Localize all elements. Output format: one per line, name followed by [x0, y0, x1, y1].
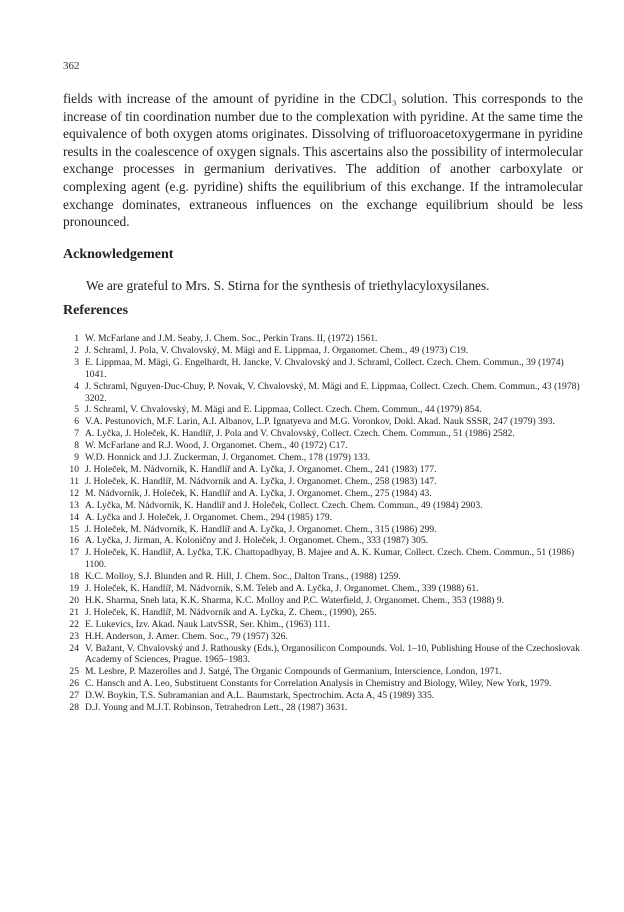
- reference-item: [63, 631, 585, 643]
- reference-number: 15: [69, 523, 79, 535]
- reference-text: J. Schraml, Nguyen-Duc-Chuy, P. Novak, V. Chvalovský, M. Mägi and E. Lippmaa, Collect. Czech. Chem. Commun., 43 (1978) 3202.: [85, 380, 580, 404]
- reference-item: [63, 488, 585, 500]
- reference-item: [63, 571, 585, 583]
- reference-text: M. Lesbre, P. Mazerolles and J. Satgé, The Organic Compounds of Germanium, Interscience, London, 1971.: [85, 666, 502, 678]
- reference-number: 24: [69, 642, 79, 654]
- reference-item: [63, 547, 585, 571]
- reference-item: [63, 512, 585, 524]
- reference-item: [63, 500, 585, 512]
- reference-item: [63, 452, 585, 464]
- reference-text: J. Holeček, K. Handlíř, A. Lyčka, T.K. Chattopadhyay, B. Majee and A. K. Kumar, Collect. Czech. Chem. Commun., 51 (1986) 1100.: [85, 547, 575, 571]
- reference-number: 18: [69, 571, 79, 583]
- reference-text: W. McFarlane and R.J. Wood, J. Organomet. Chem., 40 (1972) C17.: [85, 440, 348, 452]
- reference-number: 22: [69, 618, 79, 630]
- reference-text: C. Hansch and A. Leo, Substituent Constants for Correlation Analysis in Chemistry and Biology, Wiley, New York, 1979.: [85, 678, 552, 690]
- reference-item: [63, 595, 585, 607]
- reference-number: 7: [74, 428, 79, 440]
- reference-number: 20: [69, 594, 79, 606]
- reference-number: 25: [69, 666, 79, 678]
- reference-text: D.W. Boykin, T.S. Subramanian and A.L. Baumstark, Spectrochim. Acta A, 45 (1989) 335.: [85, 690, 435, 702]
- reference-item: [63, 678, 585, 690]
- reference-item: [63, 440, 585, 452]
- reference-number: 8: [74, 440, 79, 452]
- reference-text: J. Holeček, M. Nádvorník, K. Handlíř and A. Lyčka, J. Organomet. Chem., 241 (1983) 177.: [85, 463, 437, 475]
- reference-text: V.A. Pestunovich, M.F. Larin, A.I. Albanov, L.P. Ignatyeva and M.G. Voronkov, Dokl. Akad. Nauk SSSR, 247 (1979) 393.: [85, 416, 555, 428]
- acknowledgement-text: We are grateful to Mrs. S. Stirna for the synthesis of triethylacyloxysilanes.: [86, 278, 490, 293]
- reference-text: M. Nádvorník, J. Holeček, K. Handlíř and A. Lyčka, J. Organomet. Chem., 275 (1984) 43.: [85, 487, 432, 499]
- reference-text: H.K. Sharma, Sneh lata, K.K. Sharma, K.C. Molloy and P.C. Waterfield, J. Organomet. Chem., 353 (1988) 9.: [85, 594, 505, 606]
- reference-number: 17: [69, 547, 79, 559]
- reference-number: 13: [69, 499, 79, 511]
- reference-number: 14: [69, 511, 79, 523]
- reference-text: A. Lyčka and J. Holeček, J. Organomet. Chem., 294 (1985) 179.: [85, 511, 333, 523]
- reference-number: 12: [69, 487, 79, 499]
- reference-number: 3: [74, 356, 79, 368]
- reference-text: H.H. Anderson, J. Amer. Chem. Soc., 79 (1957) 326.: [85, 630, 288, 642]
- reference-number: 27: [69, 690, 79, 702]
- acknowledgement-heading: Acknowledgement: [63, 247, 174, 262]
- reference-number: 9: [74, 452, 79, 464]
- reference-text: J. Schraml, V. Chvalovský, M. Mägi and E. Lippmaa, Collect. Czech. Chem. Commun., 44 (1979) 854.: [85, 404, 482, 416]
- reference-text: A. Lyčka, J. Jirman, A. Koloničny and J. Holeček, J. Organomet. Chem., 333 (1987) 305.: [85, 535, 429, 547]
- reference-text: D.J. Young and M.J.T. Robinson, Tetrahedron Lett., 28 (1987) 3631.: [85, 702, 348, 714]
- reference-number: 4: [74, 380, 79, 392]
- reference-item: [63, 381, 585, 405]
- reference-item: [63, 643, 585, 667]
- reference-number: 5: [74, 404, 79, 416]
- reference-number: 19: [69, 583, 79, 595]
- reference-text: V. Bažant, V. Chvalovský and J. Rathousky (Eds.), Organosilicon Compounds. Vol. 1–10, Publishing House of the Czechoslovak Academy of Sciences, Prague. 1965–1983.: [85, 642, 580, 666]
- reference-number: 21: [69, 606, 79, 618]
- reference-item: [63, 357, 585, 381]
- reference-item: [63, 524, 585, 536]
- reference-item: [63, 404, 585, 416]
- reference-text: W. McFarlane and J.M. Seaby, J. Chem. Soc., Perkin Trans. II, (1972) 1561.: [85, 333, 378, 344]
- reference-number: 11: [69, 475, 79, 487]
- page-number: 362: [63, 60, 80, 72]
- reference-text: J. Holeček, M. Nádvorník, K. Handlíř and A. Lyčka, J. Organomet. Chem., 315 (1986) 299.: [85, 523, 437, 535]
- reference-item: [63, 416, 585, 428]
- reference-text: A. Lyčka, J. Holeček, K. Handlíř, J. Pola and V. Chvalovský, Collect. Czech. Chem. Commun., 51 (1986) 2582.: [85, 428, 515, 440]
- reference-text: J. Schraml, J. Pola, V. Chvalovský, M. Mägi and E. Lippmaa, J. Organomet. Chem., 49 (1973) C19.: [85, 344, 469, 356]
- reference-item: [63, 619, 585, 631]
- reference-text: J. Holeček, K. Handlíř, M. Nádvorník and A. Lyčka, Z. Chem., (1990), 265.: [85, 606, 377, 618]
- reference-number: 26: [69, 678, 79, 690]
- references-heading: References: [63, 303, 129, 318]
- reference-number: 23: [69, 630, 79, 642]
- reference-item: [63, 666, 585, 678]
- reference-text: K.C. Molloy, S.J. Blunden and R. Hill, J. Chem. Soc., Dalton Trans., (1988) 1259.: [85, 571, 401, 583]
- reference-number: 1: [74, 333, 79, 344]
- reference-text: E. Lippmaa, M. Mägi, G. Engelhardt, H. Jancke, V. Chvalovský and J. Schraml, Collect. Czech. Chem. Commun., 39 (1974) 1041.: [85, 356, 564, 380]
- reference-number: 16: [69, 535, 79, 547]
- reference-text: A. Lyčka, M. Nádvorník, K. Handlíř and J. Holeček, Collect. Czech. Chem. Commun., 49 (1984) 2903.: [85, 499, 483, 511]
- reference-text: J. Holeček, K. Handlíř, M. Nádvorník, S.M. Teleb and A. Lyčka, J. Organomet. Chem., 339 (1988) 61.: [85, 583, 479, 595]
- discussion-paragraph: fields with increase of the amount of pyridine in the CDCl₃ solution. This corresponds to the increase of tin coordination number due to the complexation with pyridine. At the same time the equivalence of both oxygen atoms originates. Dissolving of trifluoroacetoxygermane in pyridine results in the coalescence of oxygen signals. This ascertains also the possibility of intermolecular exchange processes in germanium derivatives. The addition of another carboxylate or complexing agent (e.g. pyridine) shifts the equilibrium of this exchange. If the intramolecular exchange dominates, extraneous influences on the exchange equilibrium should be less pronounced.: [63, 91, 583, 230]
- reference-item: [63, 345, 585, 357]
- reference-item: [63, 333, 585, 345]
- reference-item: [63, 535, 585, 547]
- reference-number: 2: [74, 344, 79, 356]
- reference-text: J. Holeček, K. Handlíř, M. Nádvorník and A. Lyčka, J. Organomet. Chem., 258 (1983) 147.: [85, 475, 437, 487]
- reference-item: [63, 476, 585, 488]
- reference-item: [63, 583, 585, 595]
- reference-item: [63, 607, 585, 619]
- reference-item: [63, 428, 585, 440]
- reference-item: [63, 464, 585, 476]
- reference-item: [63, 702, 585, 714]
- reference-number: 28: [69, 702, 79, 714]
- reference-number: 10: [69, 463, 79, 475]
- reference-text: E. Lukevics, Izv. Akad. Nauk LatvSSR, Ser. Khim., (1963) 111.: [85, 618, 330, 630]
- reference-text: W.D. Honnick and J.J. Zuckerman, J. Organomet. Chem., 178 (1979) 133.: [85, 452, 371, 464]
- reference-list: [63, 333, 585, 714]
- reference-item: [63, 690, 585, 702]
- reference-number: 6: [74, 416, 79, 428]
